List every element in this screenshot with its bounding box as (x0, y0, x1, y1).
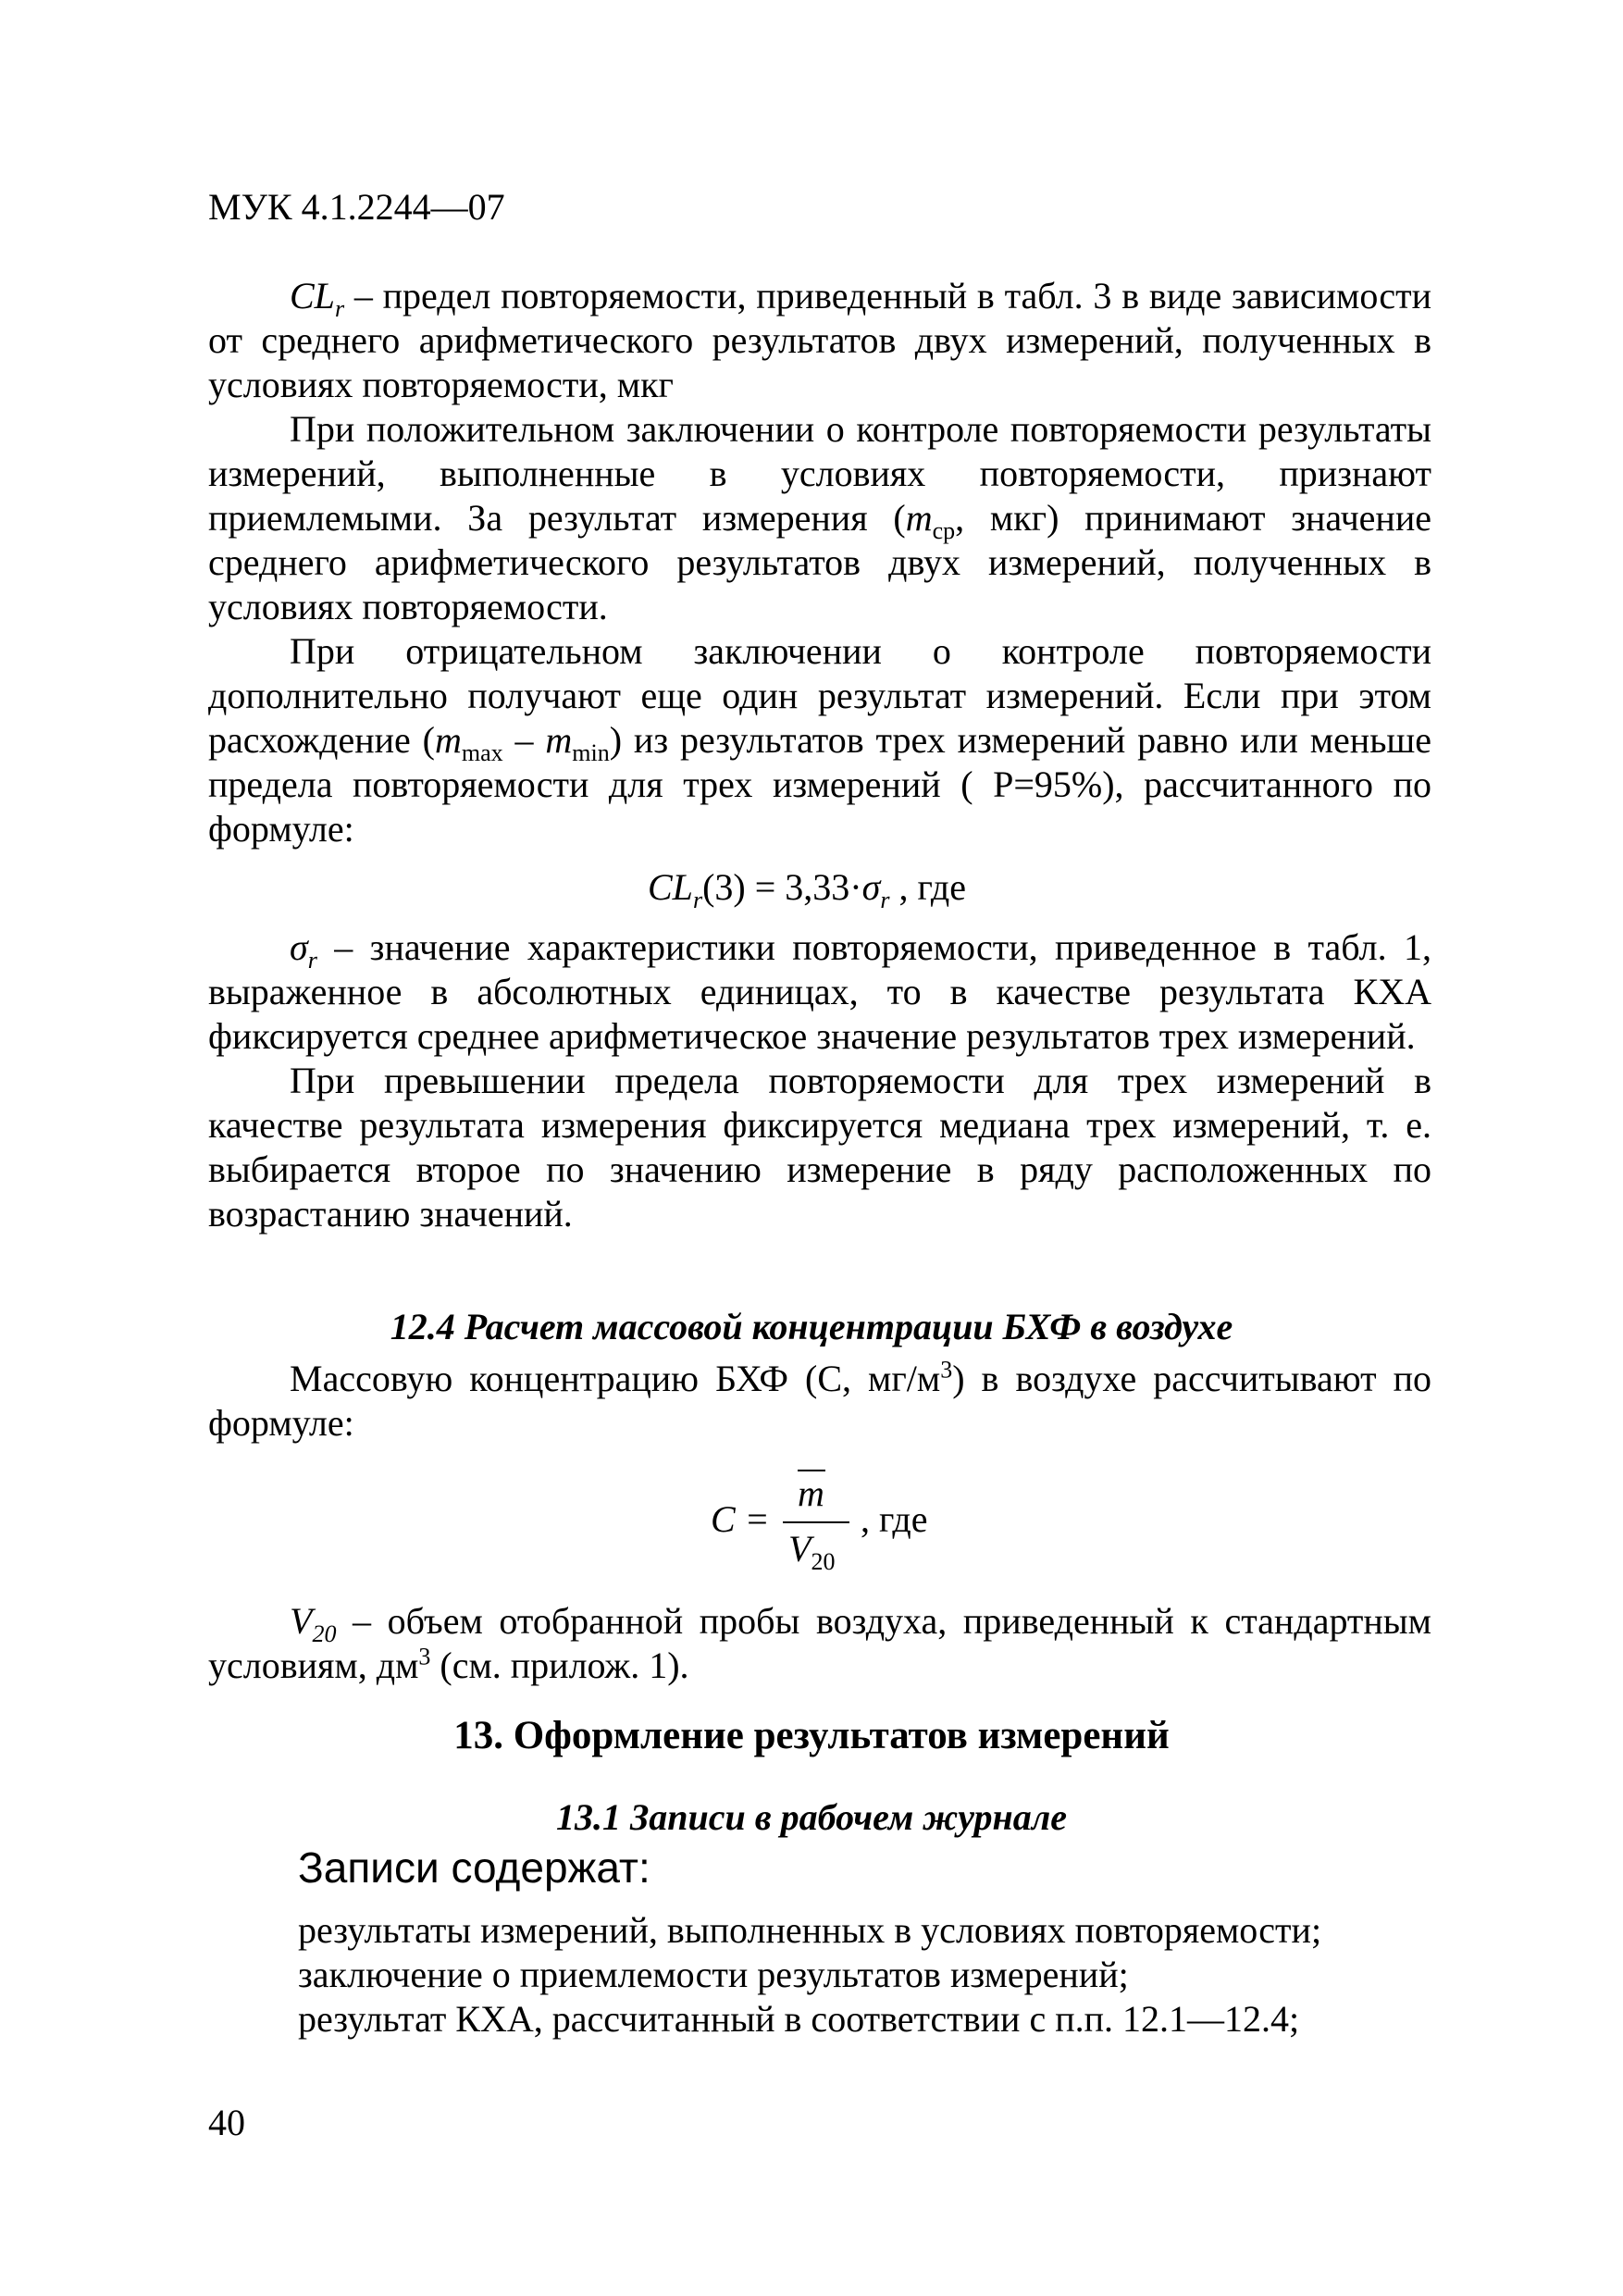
fraction-numerator: m (798, 1472, 824, 1514)
section-heading-12-4: 12.4 Расчет массовой концентрации БХФ в воздухе (390, 1306, 1233, 1347)
paragraph-exceeding-limit: При превышении предела повторяемости для трех измерений в качестве результата измерения фиксируется медиана трех измерений, т. е. выбирается второе по значению измерение в ряду расположенных по возрастанию значений. (208, 1060, 1431, 1235)
fraction-denominator: $V_{20}$ (788, 1528, 836, 1575)
section-heading-13: 13. Оформление результатов измерений (453, 1714, 1170, 1757)
page-number: 40 (208, 2102, 245, 2143)
text-block-concentration (208, 1357, 1431, 1446)
records-list (298, 1908, 1321, 2042)
text-block-repeatability (208, 274, 1431, 851)
formula-lhs: C = (711, 1498, 770, 1540)
document-code-header: МУК 4.1.2244—07 (208, 186, 505, 228)
section-heading-13-1: 13.1 Записи в рабочем журнале (555, 1796, 1068, 1838)
paragraph-clr-definition: $CL_r$ – предел повторяемости, приведенный в табл. 3 в виде зависимости от среднего арифметического результатов двух измерений, полученных в условиях повторяемости, мкг (208, 275, 1431, 405)
records-list-item: результаты измерений, выполненных в условиях повторяемости; (298, 1909, 1322, 1951)
paragraph-v20-definition: $V_{20}$ – объем отобранной пробы воздуха, приведенный к стандартным условиям, $дм^3$ (см. прилож. 1). (208, 1600, 1431, 1686)
paragraph-mass-concentration: Массовую концентрацию БХФ (С, $мг/м^3$) в воздухе рассчитывают по формуле: (208, 1356, 1431, 1444)
text-block-volume (208, 1599, 1431, 1688)
paragraph-negative-conclusion: При отрицательном заключении о контроле повторяемости дополнительно получают еще один результат измерений. Если при этом расхождение $(m_{max} - m_{min})$ из результатов трех измерений равно или меньше предела повторяемости для трех измерений ( P=95%), рассчитанного по формуле: (208, 630, 1431, 850)
records-list-item: заключение о приемлемости результатов измерений; (298, 1954, 1129, 1995)
fraction-bar (783, 1521, 849, 1523)
records-lead-text: Записи содержат: (298, 1843, 650, 1892)
text-block-sigma (208, 925, 1431, 1236)
formula-tail: , где (861, 1498, 928, 1540)
paragraph-positive-conclusion: При положительном заключении о контроле повторяемости результаты измерений, выполненные в условиях повторяемости, признают приемлемыми. За результат измерения ($m_{ср}$, мкг) принимают значение среднего арифметического результатов двух измерений, полученных в условиях повторяемости. (208, 408, 1432, 627)
records-list-item: результат КХА, рассчитанный в соответствии с п.п. 12.1—12.4; (298, 1998, 1300, 2040)
formula-clr3: $CL_r(3) = 3,33\cdot\sigma_r$ , где (648, 866, 966, 913)
paragraph-sigma-definition: $\sigma_r$ – значение характеристики повторяемости, приведенное в табл. 1, выраженное в абсолютных единицах, то в качестве результата КХА фиксируется среднее арифметическое значение результатов трех измерений. (208, 926, 1431, 1057)
